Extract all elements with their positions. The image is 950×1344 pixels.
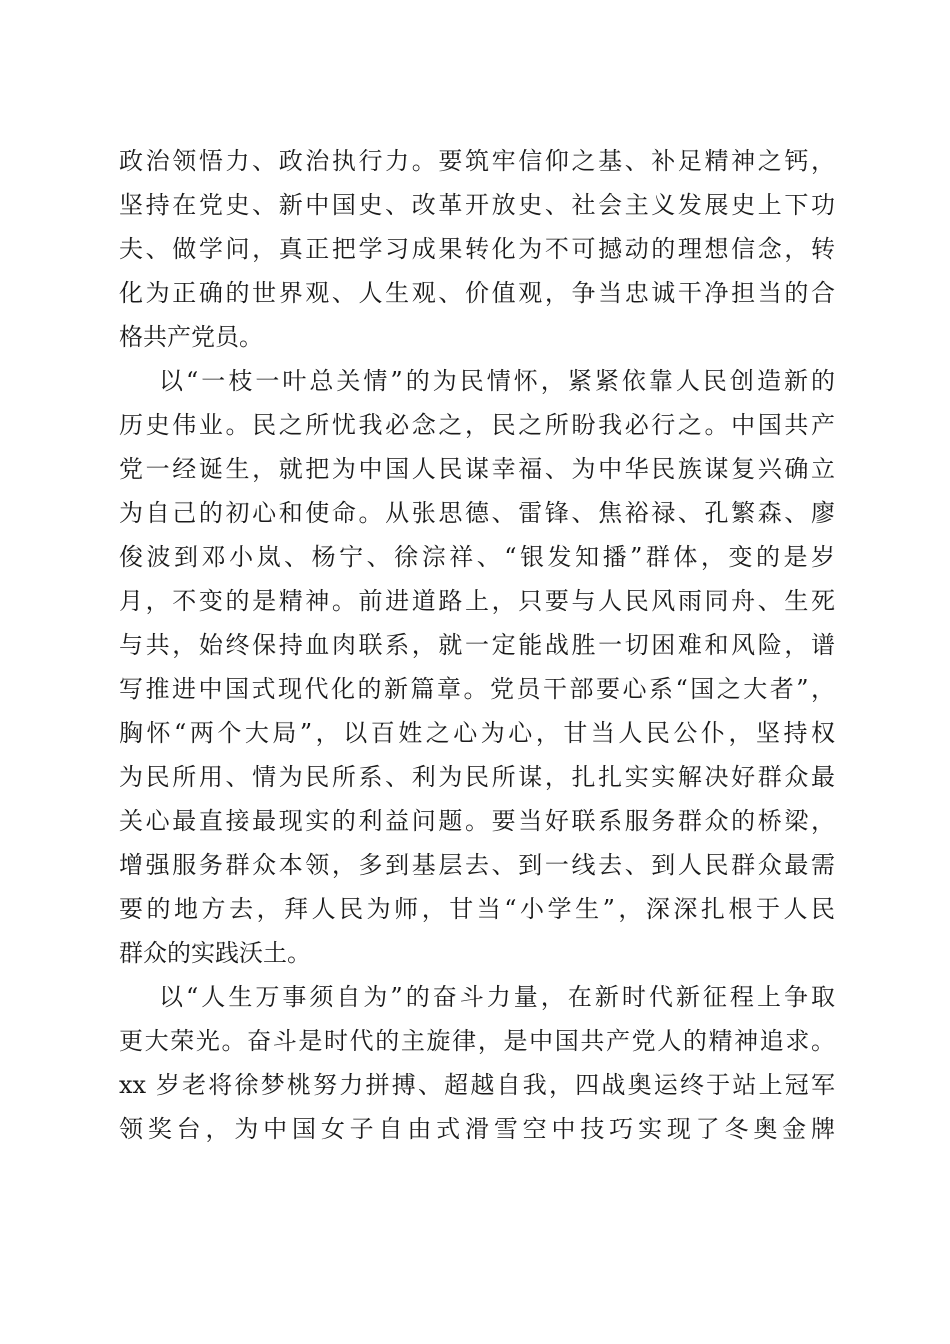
text-line: 夫、做学问，真正把学习成果转化为不可撼动的理想信念，转 [119, 235, 835, 263]
text-line: 胸怀“两个大局”，以百姓之心为心，甘当人民公仆，坚持权 [119, 719, 835, 747]
text-line: 与共，始终保持血肉联系，就一定能战胜一切困难和风险，谱 [119, 631, 835, 659]
text-line: 群众的实践沃土。 [119, 939, 311, 967]
text-line: 为民所用、情为民所系、利为民所谋，扎扎实实解决好群众最 [119, 763, 835, 791]
text-line: 要的地方去，拜人民为师，甘当“小学生”，深深扎根于人民 [119, 895, 835, 923]
paragraph-first-line: 以“一枝一叶总关情”的为民情怀，紧紧依靠人民创造新的 [159, 367, 835, 395]
text-line: 增强服务群众本领，多到基层去、到一线去、到人民群众最需 [119, 851, 835, 879]
text-line: 俊波到邓小岚、杨宁、徐淙祥、“银发知播”群体，变的是岁 [119, 543, 835, 571]
text-line: 写推进中国式现代化的新篇章。党员干部要心系“国之大者”， [119, 675, 835, 703]
text-line: 党一经诞生，就把为中国人民谋幸福、为中华民族谋复兴确立 [119, 455, 835, 483]
text-line: xx 岁老将徐梦桃努力拼搏、超越自我，四战奥运终于站上冠军 [119, 1071, 835, 1099]
text-line: 关心最直接最现实的利益问题。要当好联系服务群众的桥梁， [119, 807, 835, 835]
paragraph-first-line: 以“人生万事须自为”的奋斗力量，在新时代新征程上争取 [159, 983, 835, 1011]
text-line: 化为正确的世界观、人生观、价值观，争当忠诚干净担当的合 [119, 279, 835, 307]
text-line: 坚持在党史、新中国史、改革开放史、社会主义发展史上下功 [119, 191, 835, 219]
text-line: 格共产党员。 [119, 323, 263, 351]
text-line: 月，不变的是精神。前进道路上，只要与人民风雨同舟、生死 [119, 587, 835, 615]
text-line: 政治领悟力、政治执行力。要筑牢信仰之基、补足精神之钙， [119, 147, 835, 175]
text-line: 更大荣光。奋斗是时代的主旋律，是中国共产党人的精神追求。 [119, 1027, 835, 1055]
document-body [119, 139, 835, 1151]
text-line: 为自己的初心和使命。从张思德、雷锋、焦裕禄、孔繁森、廖 [119, 499, 835, 527]
text-line: 历史伟业。民之所忧我必念之，民之所盼我必行之。中国共产 [119, 411, 835, 439]
text-line: 领奖台，为中国女子自由式滑雪空中技巧实现了冬奥金牌 [119, 1115, 835, 1143]
